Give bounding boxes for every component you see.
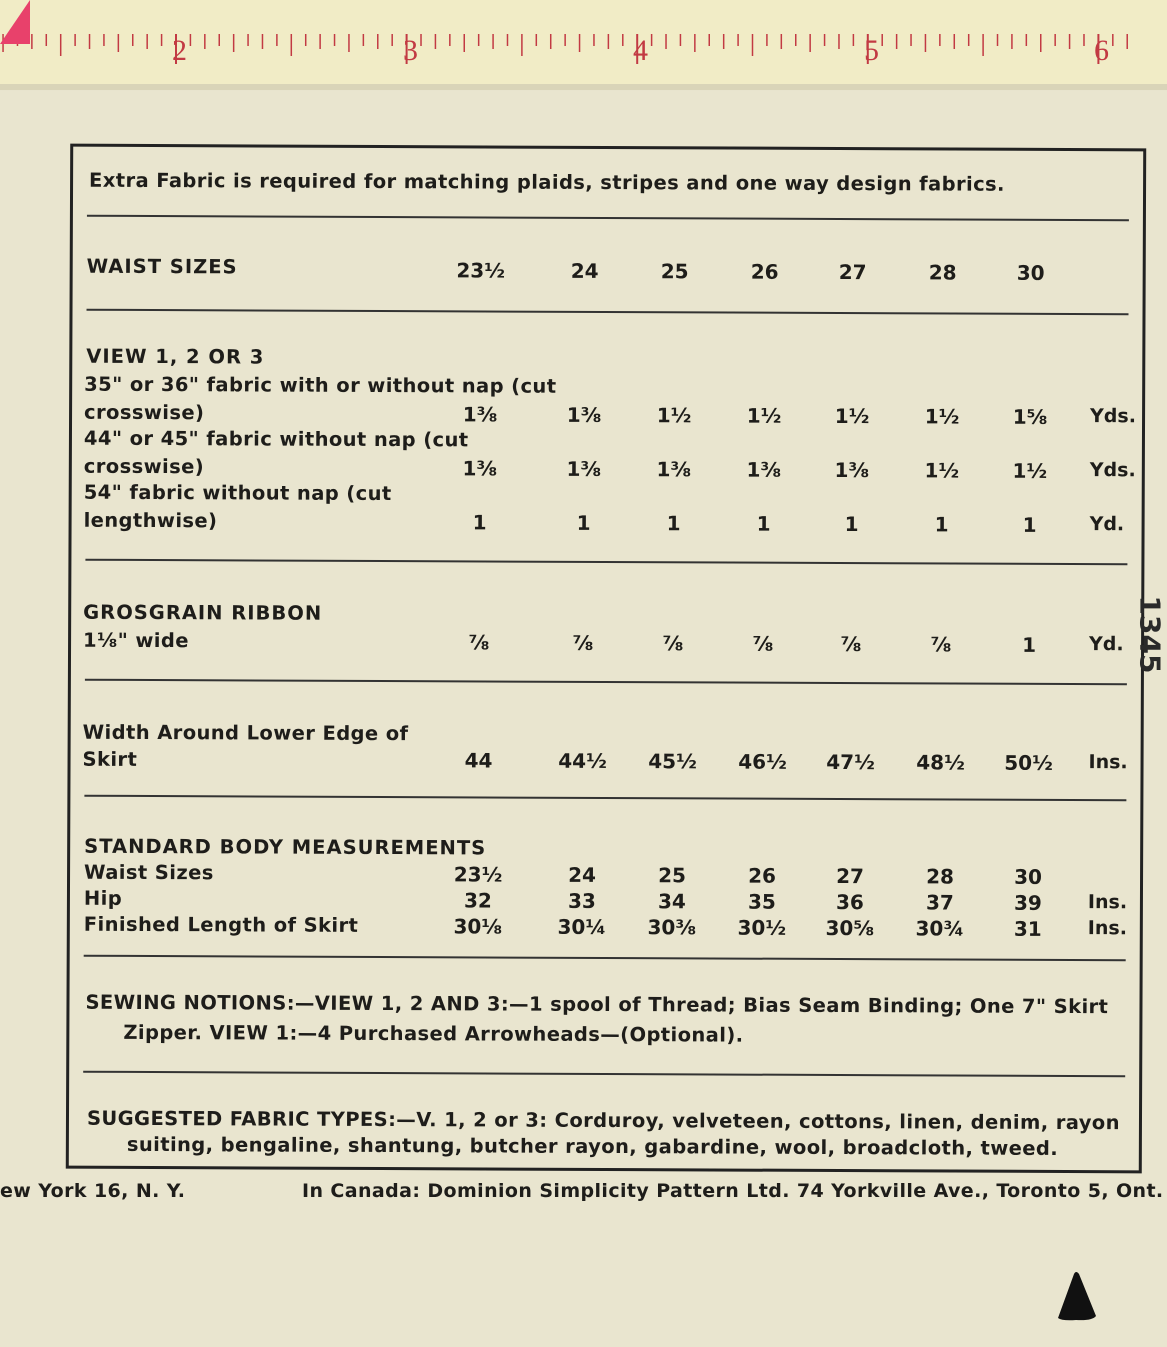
ruler-number-3: 3	[403, 34, 418, 67]
fabric-row-label-line2: lengthwise)	[83, 508, 218, 533]
waist-size-value: 26	[750, 259, 779, 284]
fabric-yardage-value: 1	[844, 512, 859, 537]
measurement-value: 32	[463, 888, 492, 913]
measuring-tape	[0, 0, 1167, 84]
black-triangle-mark-icon	[1052, 1268, 1100, 1322]
measurement-value: 35	[747, 889, 776, 914]
fabric-row-label-line2: crosswise)	[84, 400, 205, 425]
extra-fabric-note: Extra Fabric is required for matching plaids, stripes and one way design fabrics.	[89, 168, 1005, 196]
fabric-yardage-value: 1½	[924, 458, 960, 483]
divider	[84, 955, 1126, 962]
pattern-number: 1345	[1133, 595, 1167, 674]
measurement-value: 25	[658, 863, 687, 888]
lower-edge-width-value: 48½	[916, 750, 965, 775]
waist-size-value: 27	[838, 260, 867, 285]
lower-edge-width-value: 46½	[738, 749, 787, 774]
measurement-value: 28	[926, 864, 955, 889]
ribbon-yardage-value: ⅞	[930, 632, 952, 657]
standard-measurements-heading: STANDARD BODY MEASUREMENTS	[84, 834, 487, 860]
lower-edge-width-value: 44½	[558, 748, 607, 774]
measurement-label: Finished Length of Skirt	[83, 912, 359, 937]
waist-sizes-heading: WAIST SIZES	[86, 254, 238, 279]
measurement-value: 36	[835, 890, 864, 915]
measurement-label: Hip	[83, 886, 123, 910]
ribbon-yardage-value: ⅞	[468, 630, 490, 655]
waist-size-value: 28	[928, 260, 957, 285]
measurement-unit: Ins.	[1087, 891, 1128, 914]
fabric-yardage-value: 1⅜	[746, 457, 782, 482]
fabric-row-label-line1: 35" or 36" fabric with or without nap (cut	[84, 372, 557, 398]
measurement-value: 23½	[453, 862, 503, 887]
fabric-yardage-value: 1⅜	[656, 457, 692, 482]
fabric-yardage-value: 1½	[924, 404, 960, 429]
measurement-value: 30⅜	[647, 915, 697, 940]
lower-edge-width-value: 47½	[826, 749, 875, 775]
divider	[83, 1071, 1125, 1078]
lower-edge-width-unit: Ins.	[1088, 751, 1128, 774]
fabric-yardage-unit: Yds.	[1090, 405, 1137, 428]
measurement-unit: Ins.	[1087, 917, 1128, 940]
measurement-value: 37	[925, 890, 954, 915]
measurement-value: 24	[568, 862, 597, 887]
fabric-row-label-line1: 44" or 45" fabric without nap (cut	[83, 426, 469, 452]
ruler-number-6: 6	[1094, 34, 1109, 67]
measurement-value: 30⅝	[825, 915, 875, 941]
measurement-value: 26	[748, 863, 777, 888]
fabric-yardage-value: 1	[934, 512, 949, 537]
fabric-yardage-value: 1	[576, 510, 591, 535]
divider	[87, 309, 1129, 316]
ribbon-width-label: 1⅛" wide	[83, 628, 189, 653]
footer-address-canada: In Canada: Dominion Simplicity Pattern Ltd. 74 Yorkville Ave., Toronto 5, Ont.	[302, 1180, 1164, 1202]
width-label-line1: Width Around Lower Edge of	[82, 720, 409, 746]
ruler-number-4: 4	[633, 34, 648, 67]
ribbon-yardage-value: ⅞	[840, 632, 862, 657]
measurement-value: 30¾	[915, 916, 965, 941]
yardage-chart	[66, 144, 1146, 1174]
waist-size-value: 24	[570, 258, 599, 283]
measurement-value: 34	[657, 889, 686, 914]
measurement-value: 31	[1013, 916, 1042, 941]
lower-edge-width-value: 44	[464, 748, 493, 773]
measurement-value: 30½	[737, 915, 787, 940]
measurement-value: 39	[1013, 890, 1042, 915]
fabric-yardage-value: 1	[472, 510, 487, 535]
ribbon-yardage-unit: Yd.	[1089, 633, 1124, 656]
fabric-yardage-value: 1½	[1012, 458, 1048, 483]
ribbon-yardage-value: ⅞	[752, 631, 774, 656]
view-heading: VIEW 1, 2 OR 3	[86, 344, 265, 369]
fabric-yardage-value: 1	[756, 511, 771, 536]
waist-size-value: 23½	[456, 258, 506, 283]
fabric-row-label-line1: 54" fabric without nap (cut	[83, 480, 392, 506]
fabric-yardage-value: 1⅜	[834, 457, 870, 483]
fabric-yardage-value: 1½	[834, 403, 870, 429]
fabric-yardage-value: 1½	[746, 403, 782, 428]
divider	[85, 559, 1127, 566]
width-label-line2: Skirt	[82, 747, 138, 771]
fabric-yardage-value: 1½	[656, 403, 692, 428]
fabric-yardage-value: 1	[1022, 512, 1037, 537]
fabric-yardage-value: 1	[666, 511, 681, 536]
fabric-yardage-unit: Yd.	[1089, 513, 1125, 536]
divider	[85, 679, 1127, 686]
envelope-flap-edge	[0, 84, 1167, 90]
measurement-value: 27	[836, 864, 865, 889]
ribbon-yardage-value: ⅞	[662, 631, 684, 656]
measurement-value: 30⅛	[453, 914, 503, 939]
waist-size-value: 30	[1016, 260, 1045, 285]
divider	[84, 795, 1126, 802]
ribbon-yardage-value: 1	[1022, 632, 1037, 657]
measurement-value: 30¼	[557, 914, 607, 940]
fabric-yardage-value: 1⅝	[1012, 404, 1048, 429]
fabric-row-label-line2: crosswise)	[83, 454, 205, 479]
ribbon-heading: GROSGRAIN RIBBON	[83, 600, 323, 625]
measurement-label: Waist Sizes	[84, 860, 214, 885]
ribbon-yardage-value: ⅞	[572, 630, 594, 655]
divider	[87, 215, 1129, 222]
sewing-notions-line1: SEWING NOTIONS:—VIEW 1, 2 AND 3:—1 spool of Thread; Bias Seam Binding; One 7" Skirt	[85, 990, 1109, 1019]
ruler-end-triangle-icon	[0, 0, 30, 44]
ruler-number-2: 2	[172, 34, 187, 67]
fabric-types-line2: suiting, bengaline, shantung, butcher rayon, gabardine, wool, broadcloth, tweed.	[126, 1132, 1059, 1160]
sewing-notions-line2: Zipper. VIEW 1:—4 Purchased Arrowheads—(Optional).	[123, 1020, 744, 1047]
waist-size-value: 25	[660, 259, 689, 284]
fabric-yardage-value: 1⅜	[566, 456, 602, 481]
ruler-number-5: 5	[864, 34, 879, 67]
lower-edge-width-value: 50½	[1004, 750, 1053, 775]
fabric-yardage-value: 1⅜	[462, 456, 498, 481]
measurement-value: 30	[1014, 864, 1043, 889]
fabric-yardage-value: 1⅜	[462, 402, 498, 427]
fabric-types-line1: SUGGESTED FABRIC TYPES:—V. 1, 2 or 3: Corduroy, velveteen, cottons, linen, denim, rayon	[86, 1106, 1120, 1135]
footer-address-us: ew York 16, N. Y.	[0, 1180, 186, 1202]
lower-edge-width-value: 45½	[648, 749, 697, 774]
measurement-value: 33	[567, 888, 596, 913]
fabric-yardage-unit: Yds.	[1089, 459, 1136, 482]
fabric-yardage-value: 1⅜	[566, 402, 602, 427]
